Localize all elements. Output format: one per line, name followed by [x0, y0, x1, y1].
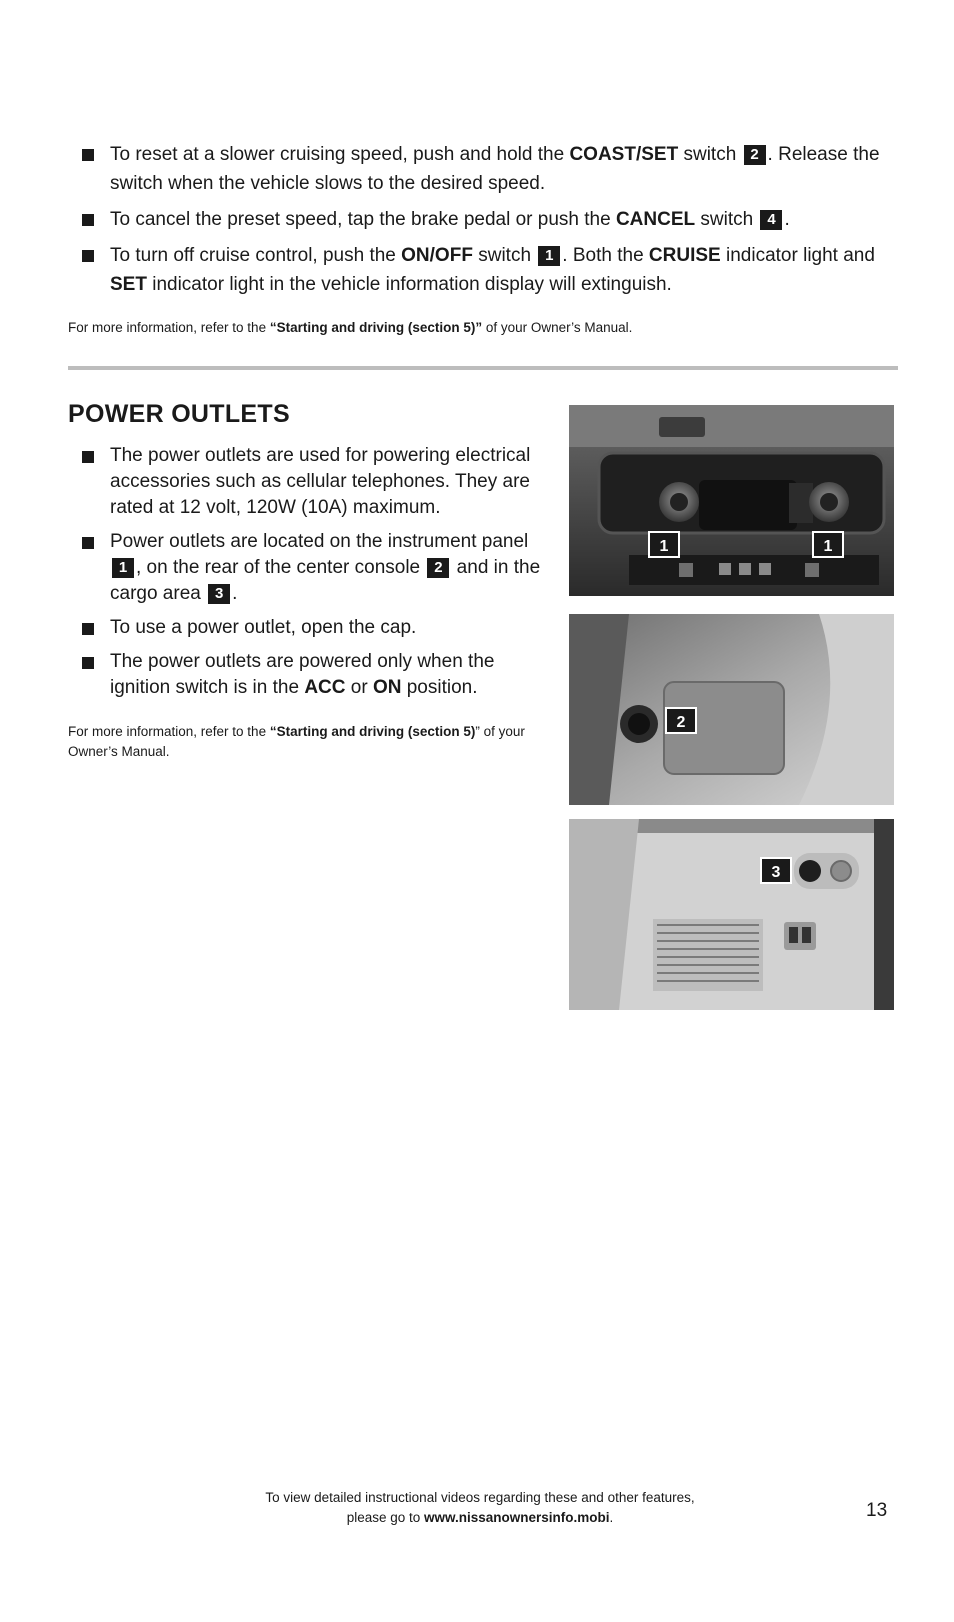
section-divider	[68, 366, 898, 370]
manual-reference: For more information, refer to the “Starting and driving (section 5)” of your Owner’s Manual.	[68, 320, 633, 335]
page-number: 13	[866, 1500, 888, 1521]
photo-callout: 1	[659, 538, 669, 555]
cancel-term: CANCEL	[615, 209, 696, 230]
coast-set-term: COAST/SET	[569, 144, 679, 165]
manual-reference: For more information, refer to the “Starting and driving (section 5)” of your Owner’s Manual.	[68, 724, 525, 759]
list-item: Power outlets are located on the instrument panel 1 , on the rear of the center console 2 and in the cargo area 3 .	[68, 529, 558, 607]
list-item: To cancel the preset speed, tap the brake pedal or push the CANCEL switch 4 .	[68, 205, 898, 234]
callout-badge: 4	[760, 210, 782, 230]
list-item: The power outlets are powered only when the ignition switch is in the ACC or ON position.	[68, 649, 558, 701]
callout-badge: 2	[427, 558, 449, 578]
list-item: The power outlets are used for powering electrical accessories such as cellular telephones. They are rated at 12 volt, 120W (10A) maximum.	[68, 443, 558, 521]
list-item: To reset at a slower cruising speed, push and hold the COAST/SET switch 2 . Release the switch when the vehicle slows to the desired speed.	[68, 140, 898, 198]
website-link[interactable]: www.nissanownersinfo.mobi	[424, 1510, 610, 1525]
on-off-term: ON/OFF	[401, 245, 473, 266]
acc-term: ACC	[304, 677, 346, 698]
photo-callout: 2	[676, 714, 686, 731]
list-item: To turn off cruise control, push the ON/OFF switch 1 . Both the CRUISE indicator light and SET indicator light in the vehicle information display will extinguish.	[68, 241, 898, 299]
set-term: SET	[110, 274, 147, 295]
footer-note: To view detailed instructional videos regarding these and other features, please go to www.nissanownersinfo.mobi.	[265, 1490, 695, 1525]
cargo-area-photo	[569, 819, 894, 1010]
cruise-term: CRUISE	[648, 245, 721, 266]
callout-badge: 1	[112, 558, 134, 578]
photo-callout: 3	[771, 864, 781, 881]
list-item: To use a power outlet, open the cap.	[68, 615, 558, 641]
section-title: POWER OUTLETS	[68, 400, 290, 428]
callout-badge: 2	[744, 145, 766, 165]
cruise-control-list	[68, 140, 898, 306]
center-console-photo	[569, 614, 894, 805]
power-outlets-list	[68, 443, 558, 709]
on-term: ON	[372, 677, 402, 698]
callout-badge: 3	[208, 584, 230, 604]
callout-badge: 1	[538, 246, 560, 266]
photo-callout: 1	[823, 538, 833, 555]
instrument-panel-photo	[569, 405, 894, 596]
